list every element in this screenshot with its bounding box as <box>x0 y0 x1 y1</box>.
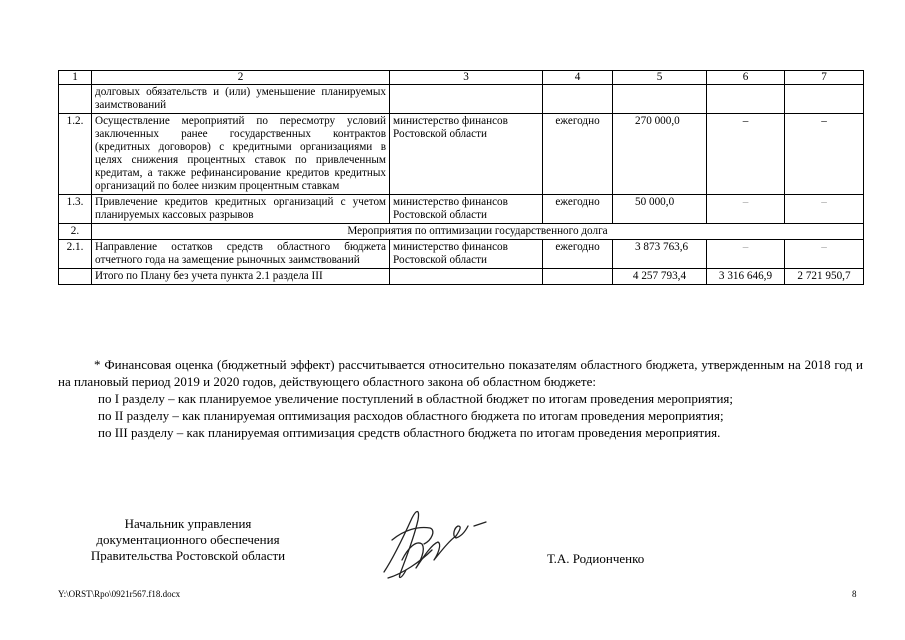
row-description: Привлечение кредитов кредитных организаций с учетом планируемых кассовых разрывов <box>92 195 390 224</box>
row-value-6: – <box>707 114 785 195</box>
section-title: Мероприятия по оптимизации государственного долга <box>92 224 864 240</box>
col-header: 7 <box>785 71 864 85</box>
row-executor: министерство финансов Ростовской области <box>390 240 543 269</box>
row-value-5: 3 873 763,6 <box>613 240 707 269</box>
col-header: 6 <box>707 71 785 85</box>
row-value-7: – <box>785 240 864 269</box>
col-header: 4 <box>543 71 613 85</box>
signatory-title-line: документационного обеспечения <box>96 532 280 547</box>
row-value-5: 50 000,0 <box>613 195 707 224</box>
section-row <box>59 224 864 240</box>
row-value-7: – <box>785 114 864 195</box>
total-row <box>59 269 864 285</box>
col-header: 2 <box>92 71 390 85</box>
row-description: Осуществление мероприятий по пересмотру условий заключенных ранее государственных контрактов (кредитных договоров) с кредитными организациями в целях снижения процентных ставок по привлеченным кредитам, а также рефинансирование кредитов кредитных организаций по более низким процентным ставкам <box>92 114 390 195</box>
plan-table <box>58 70 864 285</box>
col-header: 1 <box>59 71 92 85</box>
row-description: долговых обязательств и (или) уменьшение планируемых заимствований <box>92 85 390 114</box>
signatory-name: Т.А. Родионченко <box>547 551 645 566</box>
handwritten-signature <box>372 500 492 585</box>
row-value-6: – <box>707 195 785 224</box>
footnote-block <box>58 356 863 441</box>
row-executor: министерство финансов Ростовской области <box>390 195 543 224</box>
row-value-7: – <box>785 195 864 224</box>
row-number: 1.3. <box>59 195 92 224</box>
table-row <box>59 240 864 269</box>
col-header: 5 <box>613 71 707 85</box>
row-description: Направление остатков средств областного бюджета отчетного года на замещение рыночных заимствований <box>92 240 390 269</box>
file-path: Y:\ORST\Rpo\0921r567.f18.docx <box>58 589 181 599</box>
total-value-5: 4 257 793,4 <box>613 269 707 285</box>
row-value-5: 270 000,0 <box>613 114 707 195</box>
signatory-title-line: Правительства Ростовской области <box>90 548 286 563</box>
footnote-item: по II разделу – как планируемая оптимизация расходов областного бюджета по итогам проведения мероприятия; <box>98 408 724 423</box>
signatory-title <box>58 516 318 564</box>
row-number: 1.2. <box>59 114 92 195</box>
row-value-6: – <box>707 240 785 269</box>
table-row <box>59 195 864 224</box>
footnote-item: по I разделу – как планируемое увеличение поступлений в областной бюджет по итогам проведения мероприятия; <box>98 391 734 406</box>
table-row-continuation <box>59 85 864 114</box>
footnote-item: по III разделу – как планируемая оптимизация средств областного бюджета по итогам проведения мероприятия. <box>98 425 721 440</box>
total-value-6: 3 316 646,9 <box>707 269 785 285</box>
row-period: ежегодно <box>543 195 613 224</box>
footnote-text: * Финансовая оценка (бюджетный эффект) рассчитывается относительно показателям областного бюджета, утвержденным на 2018 год и на плановый период 2019 и 2020 годов, действующего областного закона об областном бюджете: <box>58 357 863 389</box>
row-number: 2.1. <box>59 240 92 269</box>
signatory-title-line: Начальник управления <box>124 516 252 531</box>
col-header: 3 <box>390 71 543 85</box>
total-label: Итого по Плану без учета пункта 2.1 раздела III <box>92 269 390 285</box>
table-row <box>59 114 864 195</box>
row-executor: министерство финансов Ростовской области <box>390 114 543 195</box>
row-period: ежегодно <box>543 114 613 195</box>
total-value-7: 2 721 950,7 <box>785 269 864 285</box>
table-header-row <box>59 71 864 85</box>
page-number: 8 <box>852 589 857 599</box>
section-number: 2. <box>59 224 92 240</box>
row-period: ежегодно <box>543 240 613 269</box>
